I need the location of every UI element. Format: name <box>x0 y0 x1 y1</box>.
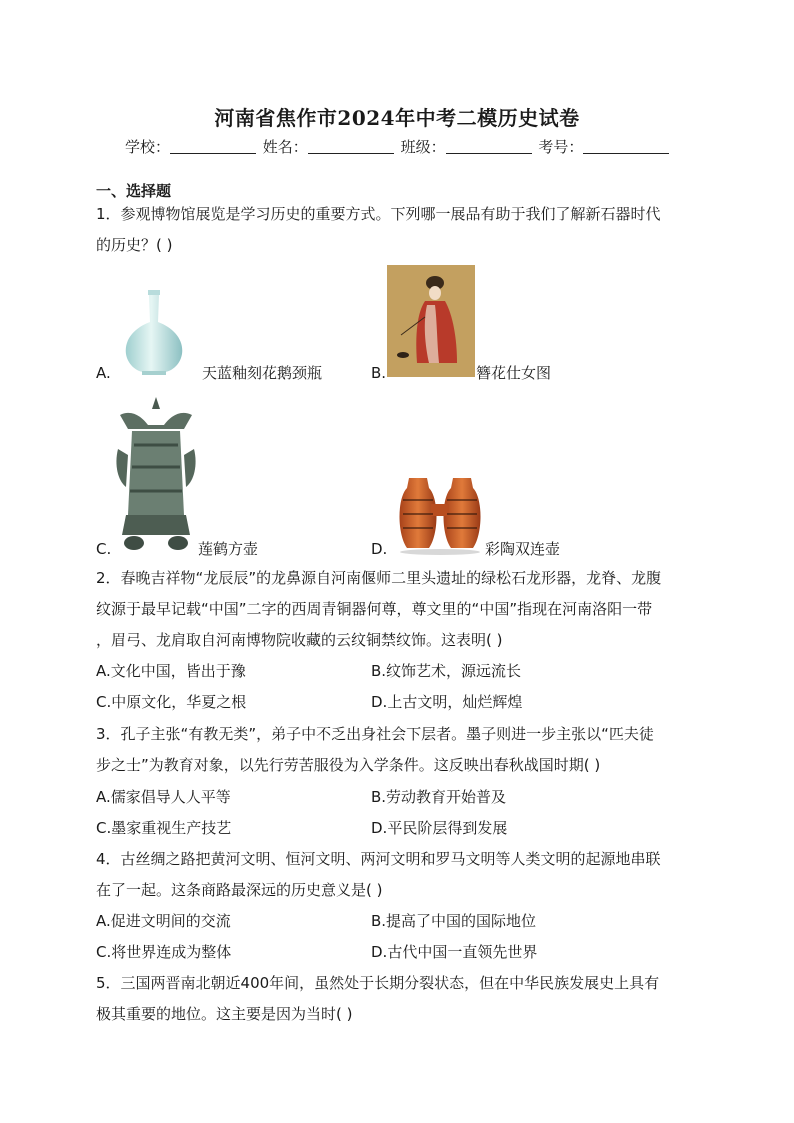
option-1a-letter[interactable]: A. <box>96 364 111 382</box>
painted-double-pot-image <box>397 470 483 556</box>
page-title: 河南省焦作市2024年中考二模历史试卷 <box>214 106 580 130</box>
option-2d[interactable]: D.上古文明，灿烂辉煌 <box>371 693 523 711</box>
question-5-line-1: 5．三国两晋南北朝近400年间，虽然处于长期分裂状态，但在中华民族发展史上具有 <box>96 974 660 992</box>
option-2c[interactable]: C.中原文化，华夏之根 <box>96 693 247 711</box>
option-3d[interactable]: D.平民阶层得到发展 <box>371 819 508 837</box>
school-label: 学校： <box>125 138 171 156</box>
class-label: 班级： <box>400 138 446 156</box>
student-info-row <box>125 136 671 157</box>
number-blank[interactable] <box>583 139 669 154</box>
painting-image <box>387 265 475 377</box>
school-blank[interactable] <box>170 139 256 154</box>
name-label: 姓名： <box>262 138 308 156</box>
option-1c-text[interactable]: 莲鹤方壶 <box>198 540 259 558</box>
option-4d[interactable]: D.古代中国一直领先世界 <box>371 943 538 961</box>
question-5-line-2: 极其重要的地位。这主要是因为当时( ) <box>96 1005 353 1023</box>
question-1-line-2: 的历史？( ) <box>96 236 173 254</box>
number-label: 考号： <box>538 138 584 156</box>
option-1c-letter[interactable]: C. <box>96 540 112 558</box>
option-3a[interactable]: A.儒家倡导人人平等 <box>96 788 231 806</box>
question-4-line-1: 4．古丝绸之路把黄河文明、恒河文明、两河文明和罗马文明等人类文明的起源地串联 <box>96 850 661 868</box>
option-4b[interactable]: B.提高了中国的国际地位 <box>371 912 537 930</box>
question-1-line-1: 1．参观博物馆展览是学习历史的重要方式。下列哪一展品有助于我们了解新石器时代 <box>96 205 661 223</box>
class-blank[interactable] <box>446 139 532 154</box>
option-3b[interactable]: B.劳动教育开始普及 <box>371 788 507 806</box>
bronze-pot-image <box>112 395 200 555</box>
question-4-line-2: 在了一起。这条商路最深远的历史意义是( ) <box>96 881 383 899</box>
name-blank[interactable] <box>308 139 394 154</box>
option-2b[interactable]: B.纹饰艺术，源远流长 <box>371 662 522 680</box>
option-4a[interactable]: A.促进文明间的交流 <box>96 912 231 930</box>
option-2a[interactable]: A.文化中国，皆出于豫 <box>96 662 246 680</box>
option-1b-text[interactable]: 簪花仕女图 <box>476 364 552 382</box>
question-2-line-2: 纹源于最早记载“中国”二字的西周青铜器何尊，尊文里的“中国”指现在河南洛阳一带 <box>96 600 653 618</box>
celadon-vase-image <box>112 288 196 376</box>
question-2-line-1: 2．春晚吉祥物“龙辰辰”的龙鼻源自河南偃师二里头遗址的绿松石龙形器，龙脊、龙腹 <box>96 569 662 587</box>
option-1d-letter[interactable]: D. <box>371 540 388 558</box>
option-1d-text[interactable]: 彩陶双连壶 <box>485 540 561 558</box>
option-1a-text[interactable]: 天蓝釉刻花鹅颈瓶 <box>202 364 323 382</box>
question-3-line-1: 3．孔子主张“有教无类”，弟子中不乏出身社会下层者。墨子则进一步主张以“匹夫徒 <box>96 725 654 743</box>
question-2-line-3: ，眉弓、龙肩取自河南博物院收藏的云纹铜禁纹饰。这表明( ) <box>96 631 503 649</box>
option-3c[interactable]: C.墨家重视生产技艺 <box>96 819 232 837</box>
question-3-line-2: 步之士”为教育对象，以先行劳苦服役为入学条件。这反映出春秋战国时期( ) <box>96 756 601 774</box>
option-4c[interactable]: C.将世界连成为整体 <box>96 943 232 961</box>
option-1b-letter[interactable]: B. <box>371 364 387 382</box>
section-title: 一、选择题 <box>96 182 172 200</box>
